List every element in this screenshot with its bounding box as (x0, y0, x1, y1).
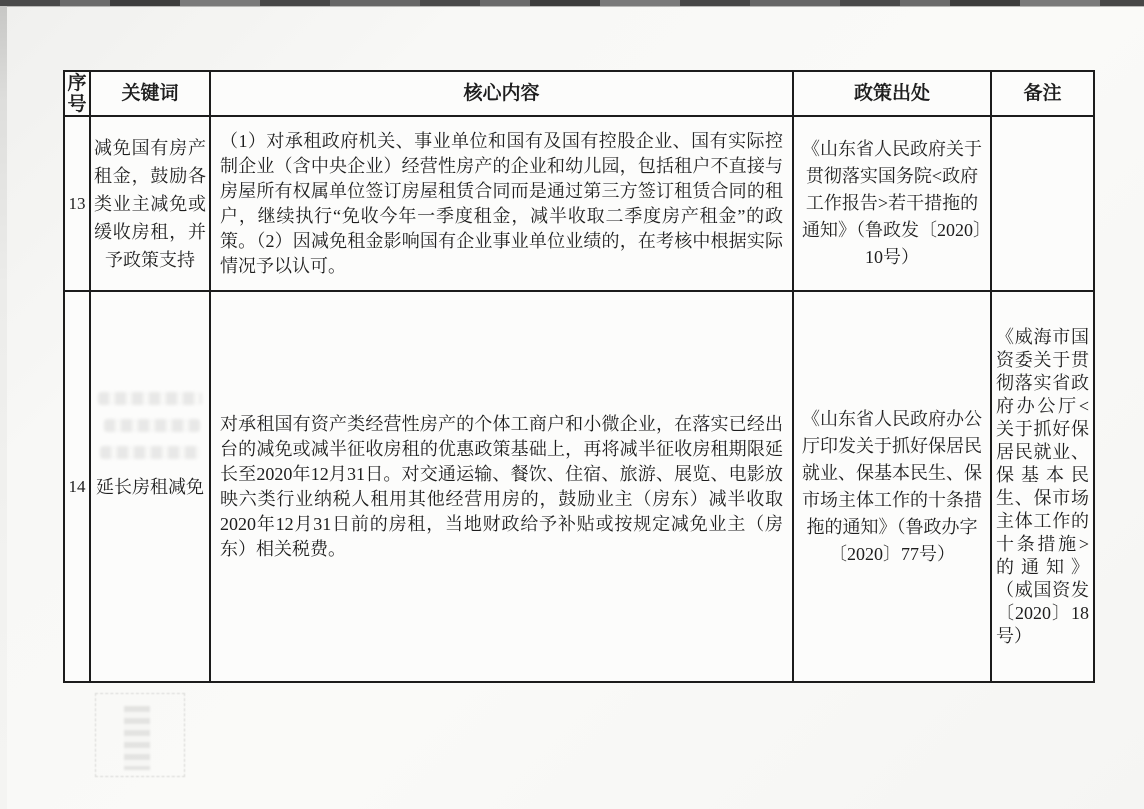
cell-row13-content: （1）对承租政府机关、事业单位和国有及国有控股企业、国有实际控制企业（含中央企业）经营性房产的企业和幼儿园，包括租户不直接与房屋所有权属单位签订房屋租赁合同而是通过第三方签订租赁合同的租户，继续执行“免收今年一季度租金，减半收取二季度房产租金”的政策。（2）因减免租金影响国有企业事业单位业绩的，在考核中根据实际情况予以认可。 (210, 116, 793, 291)
cell-row14-source: 《山东省人民政府办公厅印发关于抓好保居民就业、保基本民生、保市场主体工作的十条措拖的通知》（鲁政办字〔2020〕77号） (793, 291, 991, 682)
table-row-13 (64, 116, 1094, 291)
cell-row14-content: 对承租国有资产类经营性房产的个体工商户和小微企业，在落实已经出台的减免或减半征收房租的优惠政策基础上，再将减半征收房租期限延长至2020年12月31日。对交通运输、餐饮、住宿、旅游、展览、电影放映六类行业纳税人租用其他经营用房的，鼓励业主（房东）减半收取2020年12月31日前的房租，当地财政给予补贴或按规定减免业主（房东）相关税费。 (210, 291, 793, 682)
column-header-content: 核心内容 (210, 71, 793, 116)
cell-row14-remark: 《威海市国资委关于贯彻落实省政府办公厅<关于抓好保居民就业、保基本民生、保市场主体工作的十条措施>的通知》（威国资发〔2020〕18号） (991, 291, 1094, 682)
column-header-num: 序号 (64, 71, 90, 116)
bleed-through-mark (124, 706, 150, 770)
policy-table (63, 70, 1095, 683)
table-header-row (64, 71, 1094, 116)
table-row-14 (64, 291, 1094, 682)
column-header-source: 政策出处 (793, 71, 991, 116)
column-header-remark: 备注 (991, 71, 1094, 116)
scan-top-edge-artifact (0, 0, 1144, 7)
scan-left-edge-artifact (0, 6, 7, 809)
cell-row14-keyword: 延长房租减免 (90, 291, 210, 682)
column-header-keyword: 关键词 (90, 71, 210, 116)
cell-row13-keyword: 减免国有房产租金，鼓励各类业主减免或缓收房租，并予政策支持 (90, 116, 210, 291)
bleed-through-box (95, 693, 185, 777)
cell-row14-num: 14 (64, 291, 90, 682)
cell-row13-num: 13 (64, 116, 90, 291)
cell-row13-source: 《山东省人民政府关于贯彻落实国务院<政府工作报告>若干措拖的通知》（鲁政发〔2020〕10号） (793, 116, 991, 291)
cell-row13-remark (991, 116, 1094, 291)
